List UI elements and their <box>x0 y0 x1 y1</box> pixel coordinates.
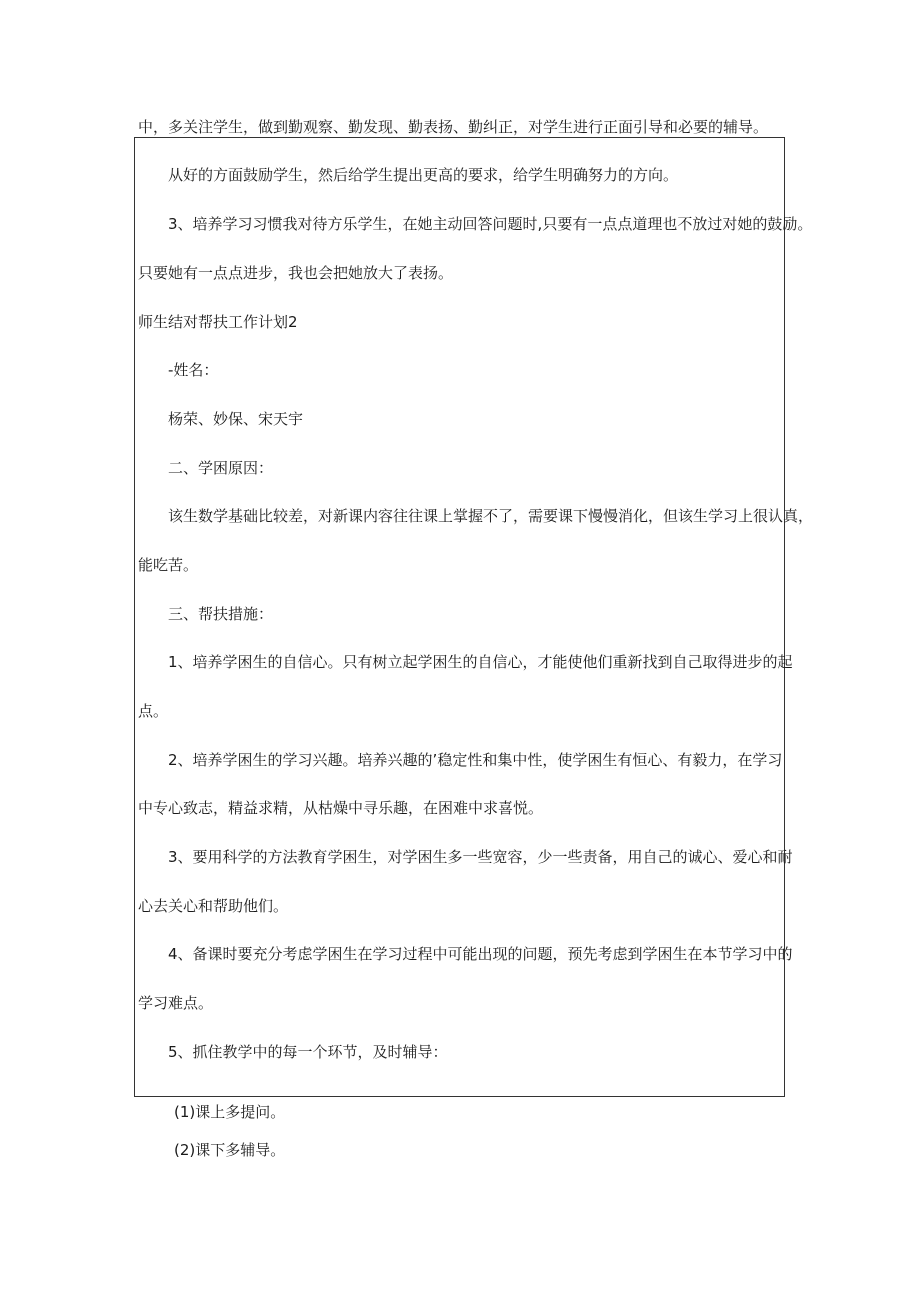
section-title: 师生结对帮扶工作计划2 <box>138 313 298 331</box>
text-line: 3、培养学习习惯我对待方乐学生，在她主动回答问题时,只要有一点点道理也不放过对她的鼓励。 <box>168 215 813 233</box>
subheading: 二、学困原因： <box>168 459 274 477</box>
list-item: (2)课下多辅导。 <box>174 1141 286 1159</box>
text-line: 心去关心和帮助他们。 <box>138 897 289 915</box>
text-line: 只要她有一点点进步，我也会把她放大了表扬。 <box>138 264 454 282</box>
text-line: 中专心致志，精益求精，从枯燥中寻乐趣，在困难中求喜悦。 <box>138 799 544 817</box>
text-line: 该生数学基础比较差，对新课内容往往课上掌握不了，需要课下慢慢消化，但该生学习上很认真， <box>168 507 814 525</box>
list-item: (1)课上多提问。 <box>174 1103 286 1121</box>
text-line: 4、备课时要充分考虑学困生在学习过程中可能出现的问题，预先考虑到学困生在本节学习中的 <box>168 945 793 963</box>
text-line: -姓名： <box>168 361 219 379</box>
text-line: 能吃苦。 <box>138 556 199 574</box>
text-line: 1、培养学困生的自信心。只有树立起学困生的自信心，才能使他们重新找到自己取得进步的起 <box>168 653 793 671</box>
subheading: 三、帮扶措施： <box>168 605 274 623</box>
text-line: 杨荣、妙保、宋天宇 <box>168 410 304 428</box>
text-line: 3、要用科学的方法教育学困生，对学困生多一些宽容，少一些责备，用自己的诚心、爱心和耐 <box>168 848 793 866</box>
text-line: 点。 <box>138 702 169 720</box>
text-line: 5、抓住教学中的每一个环节，及时辅导： <box>168 1043 448 1061</box>
text-line: 学习难点。 <box>138 994 214 1012</box>
text-line: 从好的方面鼓励学生，然后给学生提出更高的要求，给学生明确努力的方向。 <box>168 166 679 184</box>
text-line: 中，多关注学生，做到勤观察、勤发现、勤表扬、勤纠正，对学生进行正面引导和必要的辅导。 <box>138 118 769 136</box>
text-line: 2、培养学困生的学习兴趣。培养兴趣的’稳定性和集中性，使学困生有恒心、有毅力，在学习 <box>168 751 783 769</box>
